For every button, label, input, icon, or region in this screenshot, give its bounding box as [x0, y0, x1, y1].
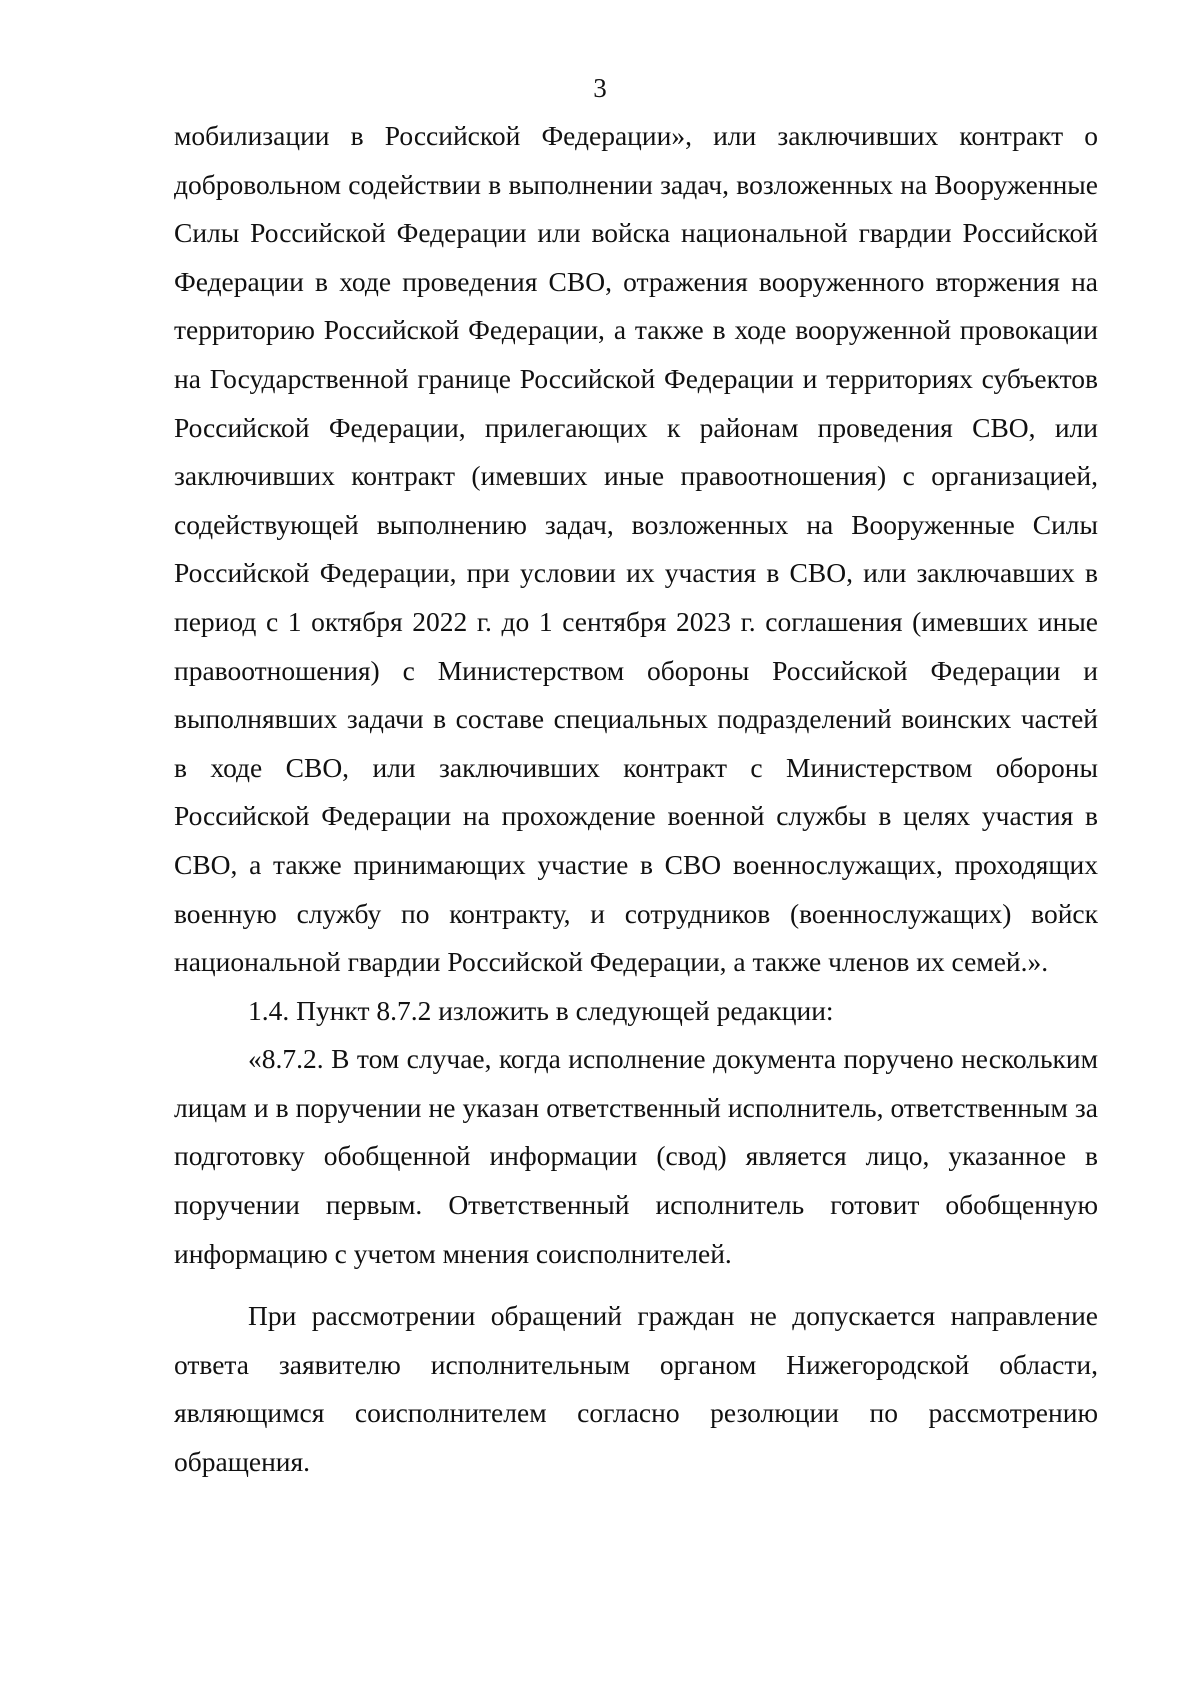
document-body — [174, 112, 1098, 1487]
paragraph-citizen-appeals: При рассмотрении обращений граждан не допускается направление ответа заявителю исполнительным органом Нижегородской области, являющимся соисполнителем согласно резолюции по рассмотрению обращения. — [174, 1300, 1098, 1478]
paragraph-continuation: мобилизации в Российской Федерации», или заключивших контракт о добровольном содействии в выполнении задач, возложенных на Вооруженные Силы Российской Федерации или войска национальной гвардии Российской Федерации в ходе проведения СВО, отражения вооруженного вторжения на территорию Российской Федерации, а также в ходе вооруженной провокации на Государственной границе Российской Федерации и территориях субъектов Российской Федерации, прилегающих к районам проведения СВО, или заключивших контракт (имевших иные правоотношения) с организацией, содействующей выполнению задач, возложенных на Вооруженные Силы Российской Федерации, при условии их участия в СВО, или заключавших в период с 1 октября 2022 г. до 1 сентября 2023 г. соглашения (имевших иные правоотношения) с Министерством обороны Российской Федерации и выполнявших задачи в составе специальных подразделений воинских частей в ходе СВО, или заключивших контракт с Министерством обороны Российской Федерации на прохождение военной службы в целях участия в СВО, а также принимающих участие в СВО военнослужащих, проходящих военную службу по контракту, и сотрудников (военнослужащих) войск национальной гвардии Российской Федерации, а также членов их семей.». — [174, 120, 1098, 978]
paragraph-item-1-4: 1.4. Пункт 8.7.2 изложить в следующей редакции: — [248, 994, 834, 1026]
page-number: 3 — [593, 73, 607, 103]
paragraph-item-8-7-2: «8.7.2. В том случае, когда исполнение документа поручено нескольким лицам и в поручении не указан ответственный исполнитель, ответственным за подготовку обобщенной информации (свод) является лицо, указанное в поручении первым. Ответственный исполнитель готовит обобщенную информацию с учетом мнения соисполнителей. — [174, 1043, 1098, 1269]
